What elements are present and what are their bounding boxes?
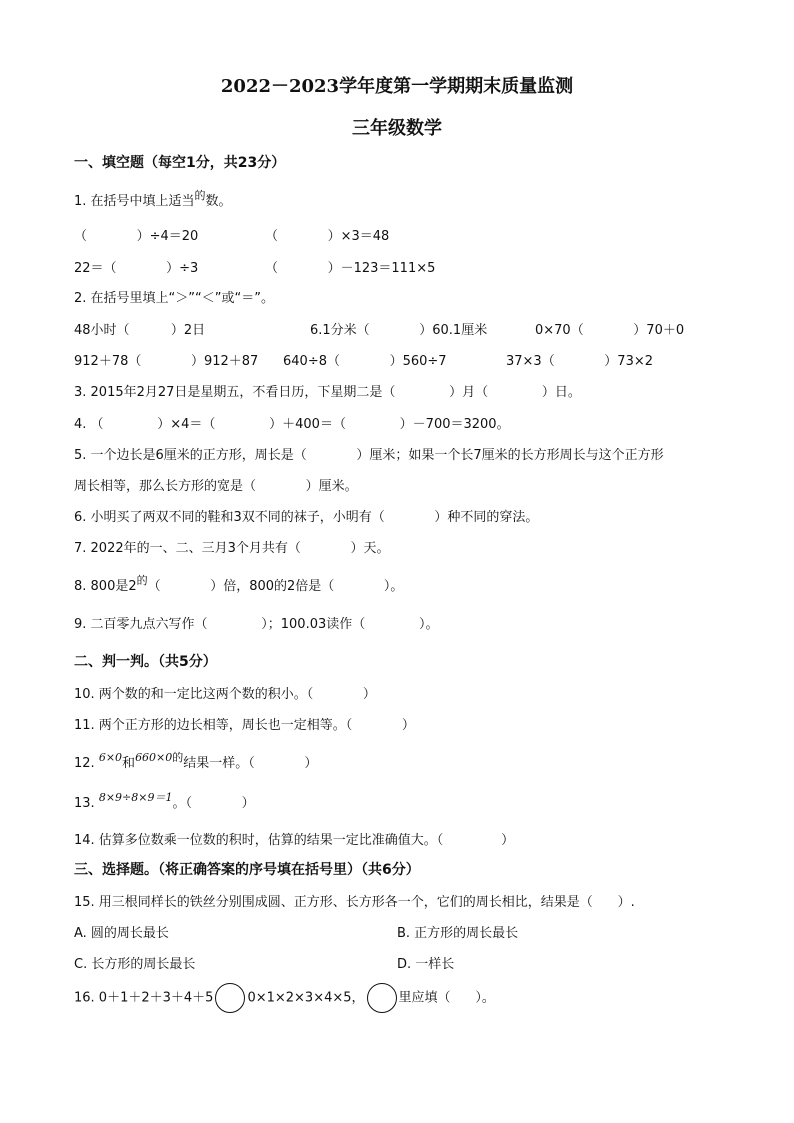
question-8-superscript: 的 [136, 574, 148, 587]
question-5-line-2: 周长相等，那么长方形的宽是（ ）厘米。 [74, 479, 358, 494]
question-2-compare-f: 37×3（ ）73×2 [506, 354, 653, 369]
question-2-compare-b: 6.1分米（ ）60.1厘米 [310, 323, 488, 338]
question-1-end: 数。 [205, 194, 232, 209]
question-6: 6. 小明买了两双不同的鞋和3双不同的袜子，小明有（ ）种不同的穿法。 [74, 510, 539, 525]
question-12-expression-2: 660×0 [135, 751, 173, 764]
question-15: 15. 用三根同样长的铁丝分别围成圆、正方形、长方形各一个，它们的周长相比，结果是（ ）. [74, 895, 635, 910]
question-8 [74, 575, 403, 594]
question-13-number: 13. [74, 796, 95, 811]
question-8-pre: 8. 800是2 [74, 579, 137, 594]
question-1-blank-a: （ ）÷4＝20 [74, 229, 199, 244]
section-heading-choice: 三、选择题。（将正确答案的序号填在括号里）（共6分） [74, 862, 420, 878]
question-13-post: 。（ ） [172, 796, 255, 811]
question-5-line-1: 5. 一个边长是6厘米的正方形，周长是（ ）厘米；如果一个长7厘米的长方形周长与这个正方形 [74, 448, 664, 463]
question-14: 14. 估算多位数乘一位数的积时，估算的结果一定比准确值大。（ ） [74, 833, 515, 848]
question-1-superscript: 的 [194, 189, 206, 202]
exam-title: 2022－2023学年度第一学期期末质量监测 [220, 76, 574, 97]
question-13-expression: 8×9÷8×9＝1 [98, 791, 173, 804]
question-1-blank-d: （ ）－123＝111×5 [265, 261, 436, 276]
question-15-option-d: D. 一样长 [397, 957, 455, 972]
question-2-compare-d: 912＋78（ ）912＋87 [74, 354, 259, 369]
answer-circle-icon [367, 983, 397, 1013]
question-1-blank-c: 22＝（ ）÷3 [74, 261, 199, 276]
question-8-post: （ ）倍，800的2倍是（ ）。 [147, 579, 404, 594]
question-12-number: 12. [74, 756, 95, 771]
question-16-post: 里应填（ ）。 [398, 990, 495, 1006]
question-1 [74, 190, 232, 209]
answer-circle-icon [215, 983, 245, 1013]
question-15-option-a: A. 圆的周长最长 [74, 926, 169, 941]
exam-subtitle: 三年级数学 [352, 118, 442, 139]
question-13 [74, 792, 255, 811]
question-2-compare-c: 0×70（ ）70＋0 [535, 323, 685, 338]
question-1-blank-b: （ ）×3＝48 [265, 229, 390, 244]
question-11: 11. 两个正方形的边长相等，周长也一定相等。（ ） [74, 718, 415, 733]
question-10: 10. 两个数的和一定比这两个数的积小。（ ） [74, 687, 376, 702]
question-2-compare-e: 640÷8（ ）560÷7 [283, 354, 447, 369]
question-2: 2. 在括号里填上“＞”“＜”或“＝”。 [74, 291, 274, 306]
question-3: 3. 2015年2月27日是星期五，不看日历，下星期二是（ ）月（ ）日。 [74, 385, 581, 400]
question-16 [74, 983, 495, 1013]
question-12-and: 和 [122, 756, 136, 771]
question-1-text: 1. 在括号中填上适当 [74, 194, 195, 209]
question-2-compare-a: 48小时（ ）2日 [74, 323, 206, 338]
question-12-expression-1: 6×0 [98, 751, 123, 764]
question-12-superscript: 的 [172, 751, 184, 764]
question-15-option-b: B. 正方形的周长最长 [397, 926, 519, 941]
question-12-post: 结果一样。（ ） [183, 756, 318, 771]
question-12 [74, 752, 317, 771]
question-4: 4. （ ）×4＝（ ）＋400＝（ ）－700＝3200。 [74, 417, 510, 432]
section-heading-judge: 二、判一判。（共5分） [74, 654, 217, 670]
section-heading-fill-blank: 一、填空题（每空1分，共23分） [74, 155, 286, 171]
question-16-pre: 16. 0＋1＋2＋3＋4＋5 [74, 990, 214, 1006]
question-9: 9. 二百零九点六写作（ ）；100.03读作（ ）。 [74, 617, 439, 632]
question-16-mid: 0×1×2×3×4×5， [247, 990, 365, 1006]
question-15-option-c: C. 长方形的周长最长 [74, 957, 196, 972]
question-7: 7. 2022年的一、二、三月3个月共有（ ）天。 [74, 541, 390, 556]
